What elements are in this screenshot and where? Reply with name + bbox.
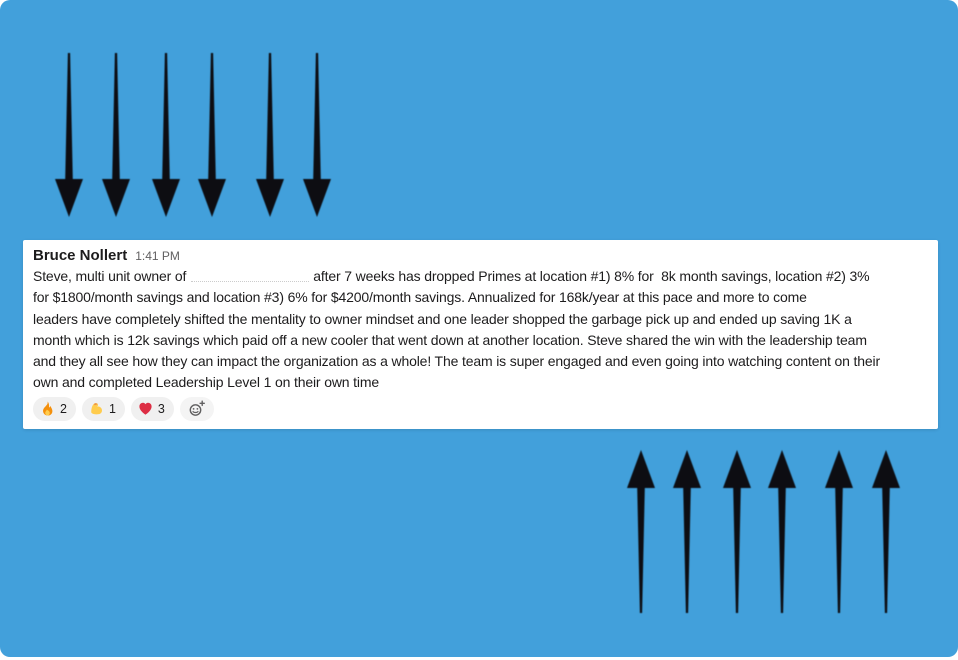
up-arrow-icon <box>824 450 854 613</box>
message-timestamp: 1:41 PM <box>135 249 180 263</box>
message-text-line: own and completed Leadership Level 1 on their own time <box>33 374 380 391</box>
up-arrow-icon <box>767 450 797 613</box>
up-arrow-icon <box>871 450 901 613</box>
up-arrow-icon <box>722 450 752 613</box>
message-text-line: leaders have completely shifted the mentality to owner mindset and one leader shopped the garbage pick up and ended up saving 1K a <box>33 310 852 327</box>
down-arrow-icon <box>255 53 285 217</box>
reaction-count: 2 <box>60 401 67 416</box>
down-arrow-icon <box>302 53 332 217</box>
add-reaction-button[interactable] <box>180 397 214 421</box>
reactions-row <box>33 397 928 421</box>
add-reaction-icon <box>188 400 206 418</box>
message-text-line: and they all see how they can impact the organization as a whole! The team is super engaged and even going into watching content on their <box>33 353 880 370</box>
reaction-count: 3 <box>157 401 165 416</box>
flexed-biceps-icon <box>89 401 104 416</box>
down-arrow-icon <box>151 53 181 217</box>
up-arrow-icon <box>672 450 702 613</box>
line1-before-gap: Steve, multi unit owner of <box>33 268 187 284</box>
reaction-heart[interactable] <box>131 397 174 421</box>
down-arrow-icon <box>101 53 131 217</box>
down-arrow-icon <box>54 53 84 217</box>
red-heart-icon <box>138 401 153 416</box>
line1-after-gap: after 7 weeks has dropped Primes at location #1) 8% for 8k month savings, location #2) 3% <box>313 268 870 284</box>
reaction-fire[interactable] <box>33 397 76 421</box>
redacted-name-gap <box>191 269 309 282</box>
up-arrow-icon <box>626 450 656 613</box>
message-text-line: month which is 12k savings which paid off a new cooler that went down at another location. Steve shared the win with the leadership team <box>33 331 867 348</box>
author-name[interactable]: Bruce Nollert <box>33 247 128 264</box>
message-text-line: for $1800/month savings and location #3) 6% for $4200/month savings. Annualized for 168k/year at this pace and more to come <box>33 289 807 306</box>
message-header <box>33 247 928 265</box>
message-text-line <box>33 266 928 287</box>
slack-message <box>23 240 938 429</box>
down-arrow-icon <box>197 53 227 217</box>
reaction-flexed-biceps[interactable] <box>82 397 125 421</box>
message-body <box>33 266 928 394</box>
reaction-count: 1 <box>108 401 116 416</box>
fire-icon <box>40 401 55 416</box>
